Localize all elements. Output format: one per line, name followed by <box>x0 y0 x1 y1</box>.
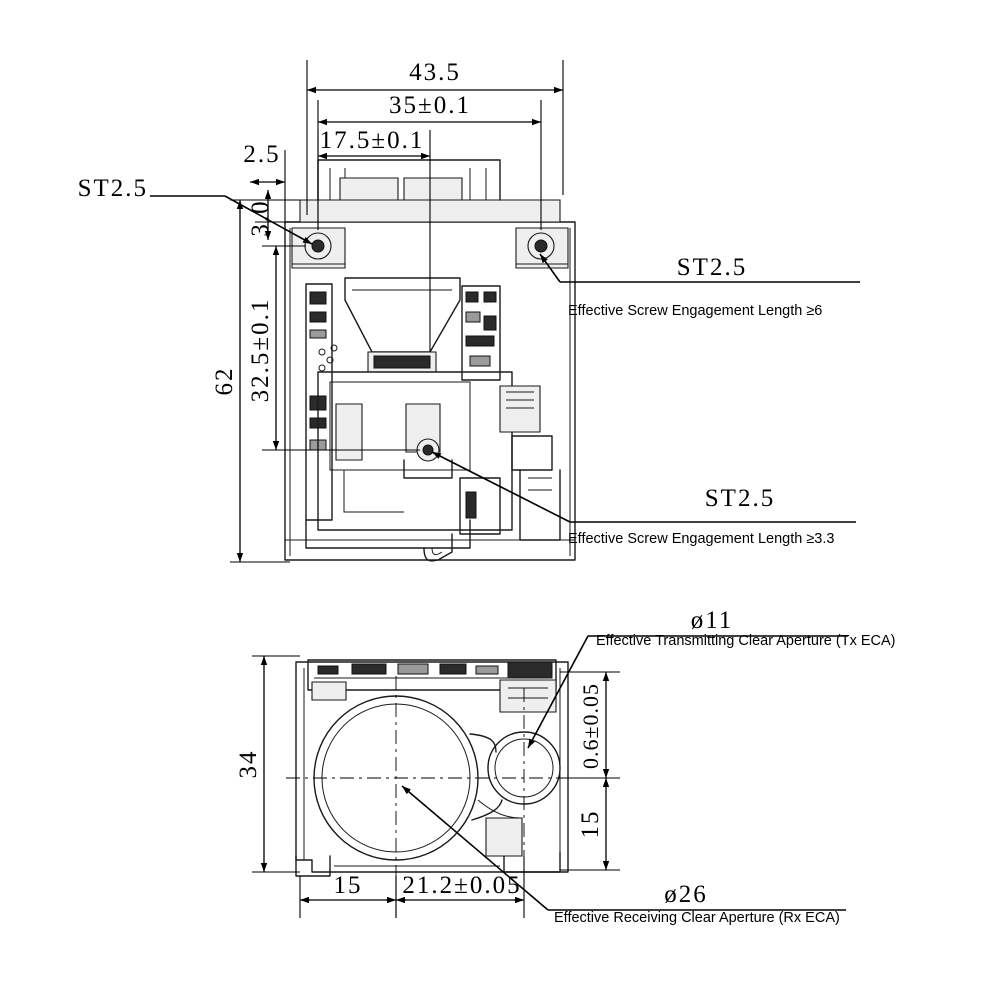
note-screw-engagement-33: Effective Screw Engagement Length ≥3.3 <box>568 531 835 547</box>
dim-0-6: 0.6±0.05 <box>578 682 603 770</box>
dim-hole-spacing-height: 32.5±0.1 <box>247 297 274 403</box>
note-screw-engagement-6: Effective Screw Engagement Length ≥6 <box>568 303 823 319</box>
dim-edge-offset: 2.5 <box>243 141 281 168</box>
dim-overall-width: 43.5 <box>409 59 461 86</box>
front-view-dimensions <box>211 59 563 562</box>
top-view-body <box>286 660 600 876</box>
dim-overall-height: 62 <box>211 366 238 396</box>
callout-st25-left: ST2.5 <box>77 175 148 202</box>
callout-st25-lower-right: ST2.5 <box>704 485 776 512</box>
top-view-dimensions <box>235 656 620 918</box>
callout-tx-aperture: ø11 <box>690 607 734 634</box>
dim-mount-width: 35±0.1 <box>389 92 471 119</box>
dim-15-bottom: 15 <box>333 872 363 899</box>
dim-half-mount-width: 17.5±0.1 <box>319 127 425 154</box>
dim-top-offset: 3.0 <box>247 199 274 237</box>
note-rx-eca: Effective Receiving Clear Aperture (Rx ECA) <box>554 910 840 926</box>
callout-st25-upper-right: ST2.5 <box>676 254 748 281</box>
dim-top-height-34: 34 <box>235 749 262 779</box>
note-tx-eca: Effective Transmitting Clear Aperture (Tx ECA) <box>596 633 896 649</box>
front-view-callouts <box>78 175 860 547</box>
dim-15-right: 15 <box>577 809 604 839</box>
dim-21-2: 21.2±0.05 <box>402 872 522 899</box>
callout-rx-aperture: ø26 <box>664 881 708 908</box>
